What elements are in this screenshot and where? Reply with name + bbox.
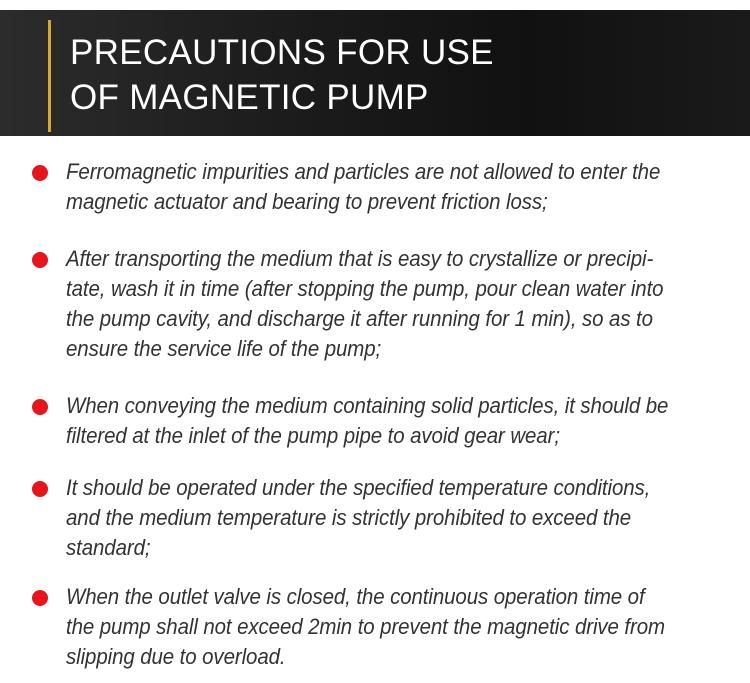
bullet-dot-icon	[32, 481, 48, 497]
precaution-text	[66, 391, 680, 451]
bullet-dot-icon	[32, 252, 48, 268]
precaution-text	[66, 157, 680, 217]
precaution-text	[66, 582, 680, 672]
text-line: filtered at the inlet of the pump pipe to avoid gear wear;	[66, 423, 560, 448]
text-line: the pump shall not exceed 2min to prevent the magnetic drive from	[66, 614, 665, 639]
text-line: and the medium temperature is strictly prohibited to exceed the	[66, 505, 632, 530]
text-line: tate, wash it in time (after stopping the pump, pour clean water into	[66, 276, 664, 301]
precaution-text	[66, 244, 680, 364]
text-line: When conveying the medium containing solid particles, it should be	[66, 393, 669, 418]
text-line: After transporting the medium that is easy to crystallize or precipi-	[66, 246, 654, 271]
bullet-dot-icon	[32, 165, 48, 181]
precaution-text	[66, 473, 680, 563]
title-banner	[0, 10, 750, 136]
text-line: It should be operated under the specified temperature conditions,	[66, 475, 651, 500]
text-line: Ferromagnetic impurities and particles are not allowed to enter the	[66, 159, 661, 184]
text-line: ensure the service life of the pump;	[66, 336, 382, 361]
bullet-dot-icon	[32, 590, 48, 606]
bullet-dot-icon	[32, 399, 48, 415]
text-line: slipping due to overload.	[66, 644, 286, 669]
text-line: magnetic actuator and bearing to prevent friction loss;	[66, 189, 548, 214]
page-title-line-1: PRECAUTIONS FOR USE	[70, 33, 494, 72]
text-line: standard;	[66, 535, 151, 560]
text-line: When the outlet valve is closed, the continuous operation time of	[66, 584, 645, 609]
page-title-line-2: OF MAGNETIC PUMP	[70, 78, 429, 117]
title-accent-bar	[48, 20, 51, 132]
text-line: the pump cavity, and discharge it after running for 1 min), so as to	[66, 306, 653, 331]
